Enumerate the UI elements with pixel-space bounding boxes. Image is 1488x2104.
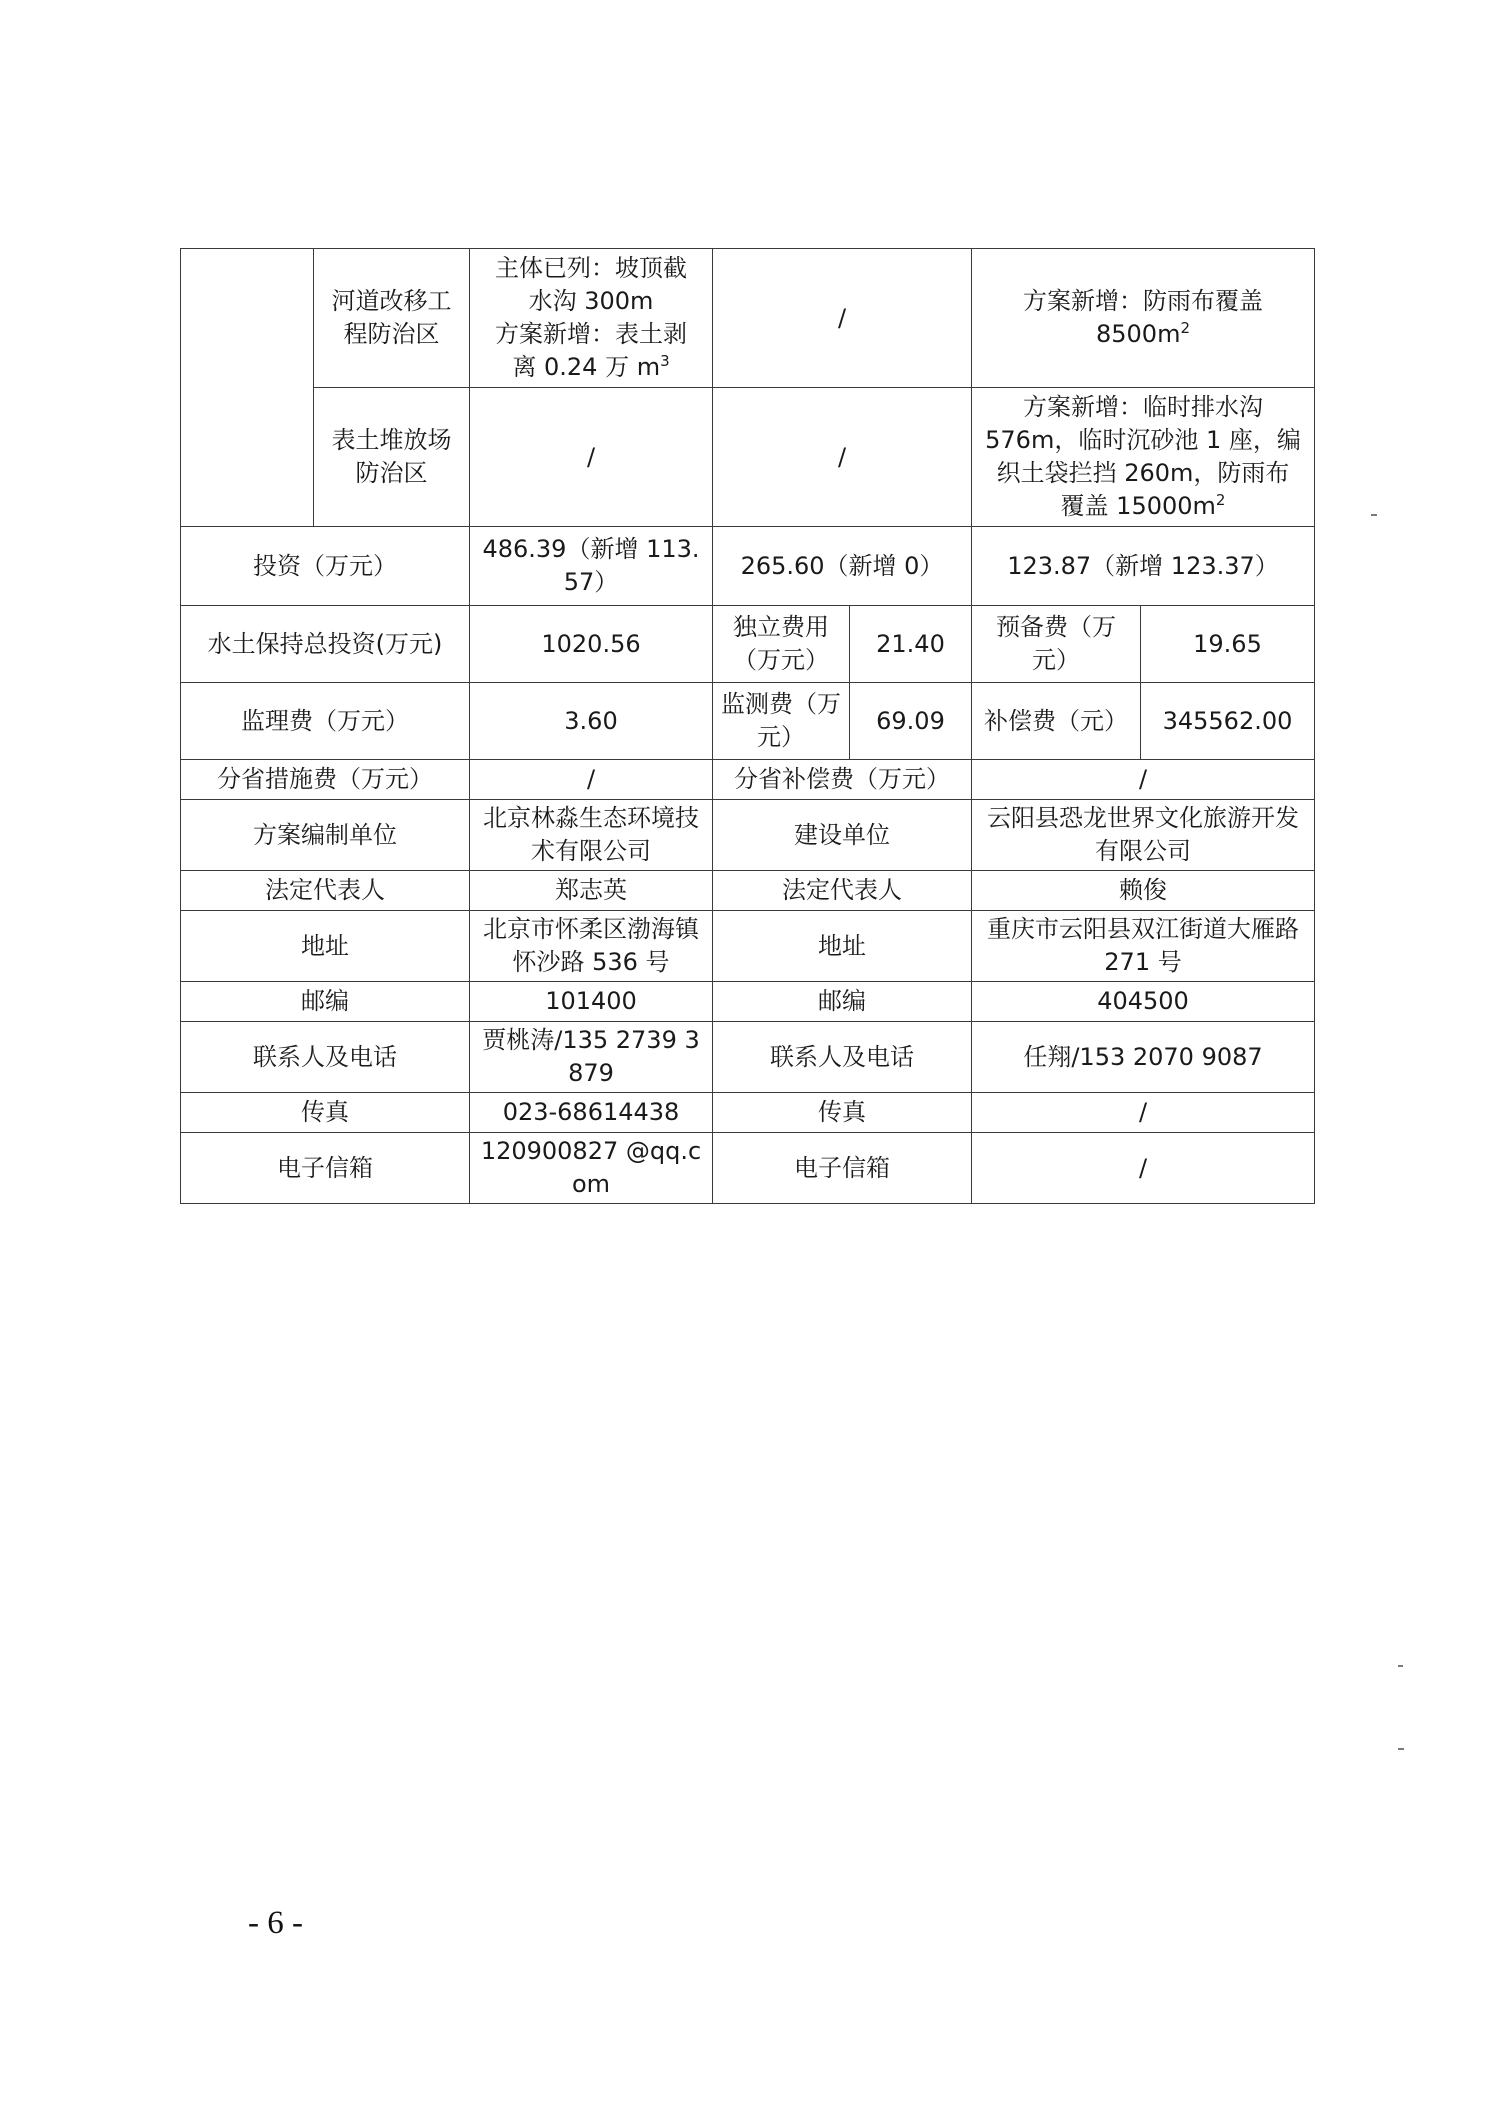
compiler-label: 方案编制单位 (181, 800, 470, 871)
supervision-fee-label: 监理费（万元） (181, 683, 470, 760)
total-investment-value: 1020.56 (470, 606, 713, 683)
monitoring-fee-value: 69.09 (850, 683, 972, 760)
independent-cost-label: 独立费用（万元） (713, 606, 850, 683)
text-line: 主体已列：坡顶截 (495, 254, 687, 282)
email-label: 电子信箱 (713, 1133, 972, 1204)
text-line: 方案新增：临时排水沟 (1023, 393, 1263, 421)
provincial-compensation-label: 分省补偿费（万元） (713, 760, 972, 800)
text-line (980, 318, 1306, 351)
table-row (181, 871, 1315, 911)
contact-label: 联系人及电话 (181, 1022, 470, 1093)
address-label: 地址 (181, 911, 470, 982)
compiler-value: 北京林淼生态环境技术有限公司 (470, 800, 713, 871)
provincial-compensation-value: / (972, 760, 1315, 800)
table-row (181, 606, 1315, 683)
independent-cost-value: 21.40 (850, 606, 972, 683)
plant-measure-cell: / (713, 388, 972, 527)
address-value: 北京市怀柔区渤海镇怀沙路 536 号 (470, 911, 713, 982)
contact-label: 联系人及电话 (713, 1022, 972, 1093)
table-row (181, 388, 1315, 527)
scan-artifact (1398, 1748, 1404, 1750)
table-row (181, 527, 1315, 606)
text-line (980, 490, 1306, 523)
blank-category-cell (181, 249, 314, 527)
postcode-label: 邮编 (713, 982, 972, 1022)
engineering-measure-cell: / (470, 388, 713, 527)
email-label: 电子信箱 (181, 1133, 470, 1204)
page-number: - 6 - (248, 1905, 303, 1941)
zone-cell: 表土堆放场防治区 (314, 388, 470, 527)
address-label: 地址 (713, 911, 972, 982)
table-row (181, 1022, 1315, 1093)
plant-measure-cell: / (713, 249, 972, 388)
postcode-label: 邮编 (181, 982, 470, 1022)
zone-cell: 河道改移工程防治区 (314, 249, 470, 388)
table-row (181, 982, 1315, 1022)
temporary-measure-cell (972, 388, 1315, 527)
soil-conservation-table (180, 248, 1315, 1204)
supervision-fee-value: 3.60 (470, 683, 713, 760)
text-fragment: 8500m (1095, 320, 1181, 348)
engineering-measure-cell (470, 249, 713, 388)
postcode-value: 101400 (470, 982, 713, 1022)
email-value: 120900827 @qq.com (470, 1133, 713, 1204)
table-row (181, 249, 1315, 388)
text-line: 方案新增：防雨布覆盖 (1023, 287, 1263, 315)
text-line: 水沟 300m (528, 287, 654, 315)
superscript: 3 (660, 352, 670, 370)
text-fragment: 覆盖 15000m (1060, 492, 1216, 520)
builder-value: 云阳县恐龙世界文化旅游开发有限公司 (972, 800, 1315, 871)
temporary-measure-cell (972, 249, 1315, 388)
text-fragment: 离 0.24 万 m (512, 353, 661, 381)
investment-plant: 265.60（新增 0） (713, 527, 972, 606)
compensation-fee-label: 补偿费（元） (972, 683, 1141, 760)
table-row (181, 911, 1315, 982)
provincial-measures-value: / (470, 760, 713, 800)
compensation-fee-value: 345562.00 (1141, 683, 1315, 760)
legal-rep-value: 郑志英 (470, 871, 713, 911)
table-row (181, 1133, 1315, 1204)
fax-label: 传真 (181, 1093, 470, 1133)
provincial-measures-label: 分省措施费（万元） (181, 760, 470, 800)
address-value: 重庆市云阳县双江街道大雁路 271 号 (972, 911, 1315, 982)
table-row (181, 760, 1315, 800)
investment-temporary: 123.87（新增 123.37） (972, 527, 1315, 606)
monitoring-fee-label: 监测费（万元） (713, 683, 850, 760)
fax-value: / (972, 1093, 1315, 1133)
text-line: 织土袋拦挡 260m，防雨布 (996, 459, 1290, 487)
email-value: / (972, 1133, 1315, 1204)
text-line: 方案新增：表土剥 (495, 320, 687, 348)
postcode-value: 404500 (972, 982, 1315, 1022)
superscript: 2 (1215, 491, 1226, 509)
table-row (181, 1093, 1315, 1133)
investment-label: 投资（万元） (181, 527, 470, 606)
scan-artifact (1371, 514, 1377, 516)
contact-value: 任翔/153 2070 9087 (972, 1022, 1315, 1093)
table-row (181, 683, 1315, 760)
reserve-cost-label: 预备费（万元） (972, 606, 1141, 683)
legal-rep-label: 法定代表人 (181, 871, 470, 911)
legal-rep-label: 法定代表人 (713, 871, 972, 911)
text-line: 576m，临时沉砂池 1 座，编 (985, 426, 1301, 454)
scan-artifact (1398, 1665, 1403, 1667)
investment-engineering: 486.39（新增 113.57） (470, 527, 713, 606)
table-row (181, 800, 1315, 871)
fax-value: 023-68614438 (470, 1093, 713, 1133)
total-investment-label: 水土保持总投资(万元) (181, 606, 470, 683)
superscript: 2 (1180, 319, 1190, 337)
contact-value: 贾桃涛/135 2739 3879 (470, 1022, 713, 1093)
text-line (478, 351, 704, 384)
reserve-cost-value: 19.65 (1141, 606, 1315, 683)
builder-label: 建设单位 (713, 800, 972, 871)
legal-rep-value: 赖俊 (972, 871, 1315, 911)
fax-label: 传真 (713, 1093, 972, 1133)
